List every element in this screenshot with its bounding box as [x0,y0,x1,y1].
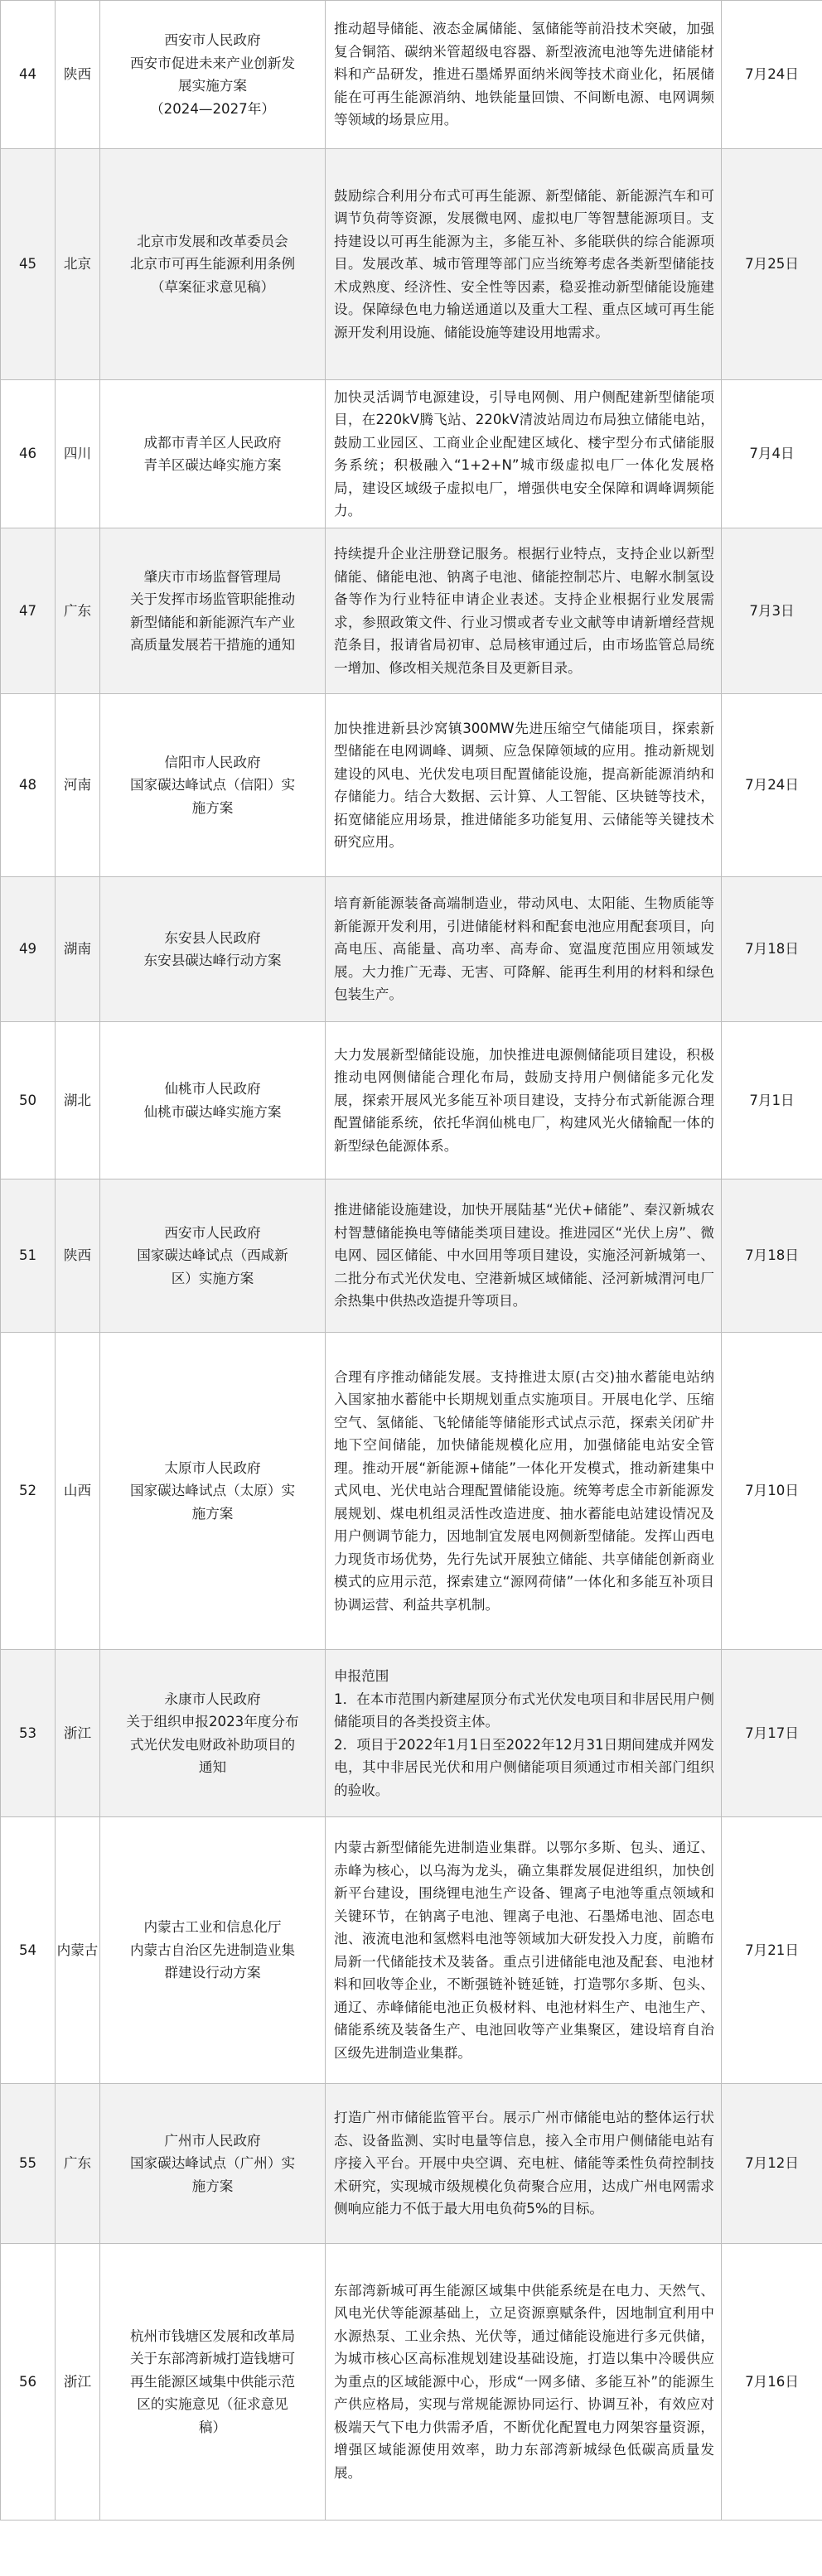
document-title-line: 东安县碳达峰行动方案 [143,953,282,968]
row-number-cell: 44 [1,1,56,149]
document-title-line: 国家碳达峰试点（广州）实 [129,2155,296,2172]
document-cell [100,1022,326,1179]
document-title-line: 通知 [198,1759,227,1775]
table-row [1,1650,822,1817]
document-title-line: 高质量发展若干措施的通知 [129,637,296,653]
row-number-cell: 46 [1,380,56,528]
row-number-cell: 54 [1,1817,56,2084]
policy-content-line: 申报范围 [334,1668,389,1684]
row-number-cell: 53 [1,1650,56,1817]
document-title-line: 关于东部湾新城打造钱塘可 [129,2351,296,2367]
document-title-line: 北京市发展和改革委员会 [137,233,288,249]
document-title-line: 肇庆市市场监督管理局 [143,568,282,585]
date-cell: 7月21日 [722,1817,822,2084]
province-cell: 广东 [56,2084,100,2244]
province-cell: 广东 [56,528,100,694]
document-cell [100,877,326,1022]
province-cell: 山西 [56,1333,100,1650]
policy-content-line: 2．项目于2022年1月1日至2022年12月31日期间建成并网发电，其中非居民光伏和用户侧储能项目须通过市相关部门组织的验收。 [334,1736,714,1798]
policy-content-cell: 推进储能设施建设，加快开展陆基“光伏+储能”、秦汉新城农村智慧储能换电等储能类项目建设。推进园区“光伏上房”、微电网、园区储能、中水回用等项目建设，实施泾河新城第一、二批分布式光伏发电、空港新城区域储能、泾河新城渭河电厂余热集中供热改造提升等项目。 [326,1179,722,1333]
policy-content-cell: 持续提升企业注册登记服务。根据行业特点，支持企业以新型储能、储能电池、钠离子电池、储能控制芯片、电解水制氢设备等作为行业特征申请企业表述。支持企业根据行业发展需求，参照政策文件、行业习惯或者专业文献等申请新增经营规范条目，报请省局初审、总局核审通过后，由市场监管总局统一增加、修改相关规范条目及更新目录。 [326,528,722,694]
row-number-cell: 50 [1,1022,56,1179]
document-title-line: 稿） [198,2419,227,2435]
date-cell: 7月16日 [722,2244,822,2521]
document-title-line: 西安市人民政府 [164,1224,261,1241]
document-title-line: 再生能源区域集中供能示范 [129,2373,296,2390]
province-cell: 湖北 [56,1022,100,1179]
document-title-line: （草案征求意见稿） [150,278,275,295]
document-title-line: 关于发挥市场监管职能推动 [129,591,296,607]
province-cell: 陕西 [56,1,100,149]
document-cell [100,1333,326,1650]
document-cell [100,528,326,694]
province-cell: 浙江 [56,1650,100,1817]
document-title-line: 广州市人民政府 [164,2132,261,2149]
policy-content-cell: 东部湾新城可再生能源区域集中供能系统是在电力、天然气、风电光伏等能源基础上，立足资源禀赋条件，因地制宜利用中水源热泵、工业余热、光伏等，通过储能设施进行多元供储，为城市核心区高标准规划建设基础设施，打造以集中冷暖供应为重点的区域能源中心，形成“一网多储、多能互补”的能源生产供应格局，实现与常规能源协同运行、协调互补，有效应对极端天气下电力供需矛盾，不断优化配置电力网架容量资源，增强区域能源使用效率，助力东部湾新城绿色低碳高质量发展。 [326,2244,722,2521]
table-row [1,1179,822,1333]
policy-content-cell [326,1650,722,1817]
document-title-line: 国家碳达峰试点（太原）实 [129,1483,296,1499]
table-row [1,2244,822,2521]
policy-content-cell: 鼓励综合利用分布式可再生能源、新型储能、新能源汽车和可调节负荷等资源，发展微电网、虚拟电厂等智慧能源项目。支持建设以可再生能源为主，多能互补、多能联供的综合能源项目。发展改革、城市管理等部门应当统筹考虑各类新型储能技术成熟度、经济性、安全性等因素，稳妥推动新型储能设施建设。保障绿色电力输送通道以及重大工程、重点区域可再生能源开发利用设施、储能设施等建设用地需求。 [326,149,722,380]
document-title-line: 青羊区碳达峰实施方案 [143,457,282,473]
document-title-line: 国家碳达峰试点（信阳）实 [129,777,296,794]
row-number-cell: 52 [1,1333,56,1650]
document-title-line: 东安县人民政府 [164,929,261,946]
province-cell: 河南 [56,694,100,877]
document-title-line: 内蒙古工业和信息化厅 [143,1919,282,1936]
policy-content-cell: 打造广州市储能监管平台。展示广州市储能电站的整体运行状态、设备监测、实时电量等信息，接入全市用户侧储能电站有序接入平台。开展中央空调、充电桩、储能等柔性负荷控制技术研究，实现城市级规模化负荷聚合应用，达成广州电网需求侧响应能力不低于最大用电负荷5%的目标。 [326,2084,722,2244]
date-cell: 7月4日 [722,380,822,528]
date-cell: 7月17日 [722,1650,822,1817]
table-row [1,1333,822,1650]
policy-content-cell: 加快灵活调节电源建设，引导电网侧、用户侧配建新型储能项目，在220kV腾飞站、220kV清波站周边布局独立储能电站，鼓励工业园区、工商业企业配建区域化、楼宇型分布式储能服务系统；积极融入“1+2+N”城市级虚拟电厂一体化发展格局，建设区域级子虚拟电厂，增强供电安全保障和调峰调频能力。 [326,380,722,528]
document-cell [100,2084,326,2244]
row-number-cell: 56 [1,2244,56,2521]
date-cell: 7月24日 [722,1,822,149]
document-title-line: 永康市人民政府 [164,1691,261,1707]
document-title-line: 太原市人民政府 [164,1459,261,1476]
policy-content-cell: 培育新能源装备高端制造业，带动风电、太阳能、生物质能等新能源开发利用，引进储能材料和配套电池应用配套项目，向高电压、高能量、高功率、高寿命、宽温度范围应用领域发展。大力推广无毒、无害、可降解、能再生利用的材料和绿色包装生产。 [326,877,722,1022]
document-cell [100,2244,326,2521]
table-row [1,1022,822,1179]
policy-content-cell: 大力发展新型储能设施，加快推进电源侧储能项目建设，积极推动电网侧储能合理化布局，鼓励支持用户侧储能多元化发展，探索开展风光多能互补项目建设，支持分布式新能源合理配置储能系统，依托华润仙桃电厂，构建风光火储输配一体的新型绿色能源体系。 [326,1022,722,1179]
province-cell: 湖南 [56,877,100,1022]
document-title-line: 展实施方案 [178,78,247,94]
document-cell [100,1,326,149]
document-title-line: 内蒙古自治区先进制造业集 [129,1942,296,1958]
table-row [1,694,822,877]
row-number-cell: 55 [1,2084,56,2244]
document-title-line: 北京市可再生能源利用条例 [129,256,296,273]
province-cell: 陕西 [56,1179,100,1333]
province-cell: 四川 [56,380,100,528]
policy-content-cell: 合理有序推动储能发展。支持推进太原(古交)抽水蓄能电站纳入国家抽水蓄能中长期规划重点实施项目。开展电化学、压缩空气、氢储能、飞轮储能等储能形式试点示范，探索关闭矿井地下空间储能，加快储能规模化应用，加强储能电站安全管理。推动开展“新能源+储能”一体化开发模式，推动新建集中式风电、光伏电站合理配置储能设施。统筹考虑全市新能源发展规划、煤电机组灵活性改造进度、抽水蓄能电站建设情况及用户侧调节能力，因地制宜发展电网侧新型储能。发挥山西电力现货市场优势，先行先试开展独立储能、共享储能创新商业模式的应用示范，探索建立“源网荷储”一体化和多能互补项目协调运营、利益共享机制。 [326,1333,722,1650]
document-title-line: 西安市促进未来产业创新发 [129,55,296,71]
date-cell: 7月12日 [722,2084,822,2244]
table-row [1,528,822,694]
policy-content-cell: 内蒙古新型储能先进制造业集群。以鄂尔多斯、包头、通辽、赤峰为核心，以乌海为龙头，确立集群发展促进组织，加快创新平台建设，围绕锂电池生产设备、锂离子电池等重点领域和关键环节，在钠离子电池、锂离子电池、石墨烯电池、固态电池、液流电池和氢燃料电池等领域加大研发投入力度，前瞻布局新一代储能技术及装备。重点引进储能电池及配套、电池材料和回收等企业，不断强链补链延链，打造鄂尔多斯、包头、通辽、赤峰储能电池正负极材料、电池材料生产、电池生产、储能系统及装备生产、电池回收等产业集聚区，建设培育自治区级先进制造业集群。 [326,1817,722,2084]
document-title-line: 群建设行动方案 [164,1965,261,1981]
document-title-line: 施方案 [191,1505,234,1522]
document-cell [100,1650,326,1817]
policy-content-cell: 加快推进新县沙窝镇300MW先进压缩空气储能项目，探索新型储能在电网调峰、调频、应急保障领域的应用。推动新规划建设的风电、光伏发电项目配置储能设施，提高新能源消纳和存储能力。结合大数据、云计算、人工智能、区块链等技术，拓宽储能应用场景，推进储能多功能复用、云储能等关键技术研究应用。 [326,694,722,877]
province-cell: 北京 [56,149,100,380]
table-row [1,1,822,149]
row-number-cell: 49 [1,877,56,1022]
document-title-line: 西安市人民政府 [164,32,261,48]
date-cell: 7月10日 [722,1333,822,1650]
document-cell [100,694,326,877]
document-title-line: 新型储能和新能源汽车产业 [129,614,296,630]
table-row [1,380,822,528]
document-title-line: 区的实施意见（征求意见 [137,2396,288,2413]
document-title-line: 杭州市钱塘区发展和改革局 [129,2328,296,2344]
document-title-line: 区）实施方案 [171,1270,254,1286]
row-number-cell: 48 [1,694,56,877]
table-row [1,877,822,1022]
document-title-line: 施方案 [191,799,234,816]
document-title-line: 成都市青羊区人民政府 [143,434,282,451]
province-cell: 浙江 [56,2244,100,2521]
policy-table-body [1,1,822,2521]
table-row [1,149,822,380]
row-number-cell: 47 [1,528,56,694]
document-cell [100,1179,326,1333]
date-cell: 7月24日 [722,694,822,877]
document-title-line: 仙桃市人民政府 [164,1081,261,1097]
document-cell [100,1817,326,2084]
policy-content-cell: 推动超导储能、液态金属储能、氢储能等前沿技术突破，加强复合铜箔、碳纳米管超级电容器、新型液流电池等先进储能材料和产品研发，推进石墨烯界面纳米阀等技术商业化，拓展储能在可再生能源消纳、地铁能量回馈、不间断电源、电网调频等领域的场景应用。 [326,1,722,149]
document-title-line: 仙桃市碳达峰实施方案 [143,1103,282,1120]
table-row [1,1817,822,2084]
policy-content-line: 1．在本市范围内新建屋顶分布式光伏发电项目和非居民用户侧储能项目的各类投资主体。 [334,1691,714,1729]
province-cell: 内蒙古 [56,1817,100,2084]
document-title-line: （2024—2027年） [150,100,275,117]
table-row [1,2084,822,2244]
document-title-line: 式光伏发电财政补助项目的 [129,1736,296,1753]
document-cell [100,380,326,528]
date-cell: 7月25日 [722,149,822,380]
document-title-line: 国家碳达峰试点（西咸新 [137,1247,288,1264]
document-title-line: 信阳市人民政府 [164,754,261,770]
date-cell: 7月18日 [722,1179,822,1333]
row-number-cell: 45 [1,149,56,380]
date-cell: 7月1日 [722,1022,822,1179]
date-cell: 7月18日 [722,877,822,1022]
document-cell [100,149,326,380]
document-title-line: 关于组织申报2023年度分布 [126,1714,299,1729]
row-number-cell: 51 [1,1179,56,1333]
date-cell: 7月3日 [722,528,822,694]
document-title-line: 施方案 [191,2178,234,2194]
